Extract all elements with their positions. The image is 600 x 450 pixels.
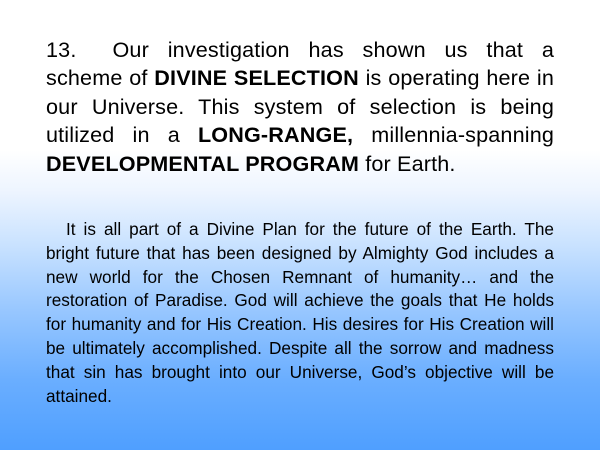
main-text-part-3: millennia-spanning (371, 122, 555, 148)
main-text-part-1: Our investigation has shown us that a scheme of (46, 37, 554, 91)
emphasis-divine-selection: DIVINE SELECTION (154, 65, 359, 91)
emphasis-long-range: LONG-RANGE, (197, 122, 354, 148)
emphasis-developmental-program: DEVELOPMENTAL PROGRAM (46, 150, 360, 176)
paragraph-number: 13. (46, 37, 77, 62)
main-text-part-2: is operating here in our Universe. This system of selection is being utilized in a (46, 65, 555, 148)
main-text-part-4: for Earth. (365, 150, 456, 176)
main-paragraph (46, 36, 554, 178)
sub-paragraph: It is all part of a Divine Plan for the future of the Earth. The bright future that has been designed by Almighty God includes a new world for the Chosen Remnant of humanity… and the restoration of Paradise. God will achieve the goals that He holds for humanity and for His Creation. His desires for His Creation will be ultimately accomplished. Despite all the sorrow and madness that sin has brought into our Universe, God’s objective will be attained. (46, 219, 554, 406)
